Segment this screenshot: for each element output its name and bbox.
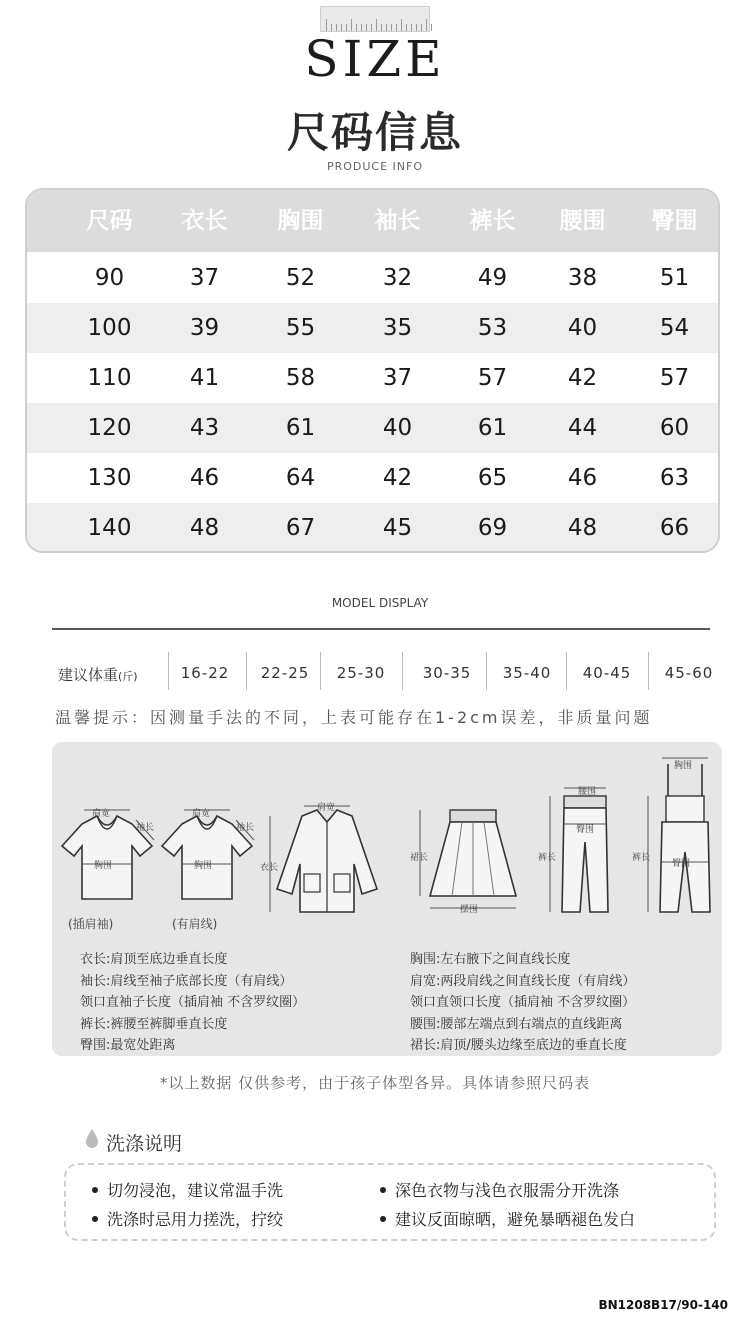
table-row (27, 253, 718, 303)
definition-item: 胸围:左右腋下之间直线长度 (410, 952, 571, 967)
wash-item (380, 1207, 635, 1230)
wash-item-text: 切勿浸泡，建议常温手洗 (107, 1181, 284, 1200)
definition-item: 裙长:肩顶/腰头边缘至底边的垂直长度 (410, 1038, 627, 1053)
definition-item: 腰围:腰部左端点到右端点的直线距离 (410, 1016, 623, 1032)
raglan-caption: (插肩袖) (68, 917, 114, 931)
sku-code: BN1208B17/90-140 (598, 1298, 728, 1312)
chest-label: 胸围 (94, 861, 113, 871)
wash-item-text: 建议反面晾晒，避免暴晒褪色发白 (395, 1210, 636, 1229)
size-table-header-cell: 臀围 (651, 208, 698, 234)
table-cell: 64 (285, 465, 316, 491)
size-table-header-cell: 裤长 (469, 208, 516, 234)
weight-separator (486, 652, 487, 690)
weight-separator (566, 652, 567, 690)
skirt-icon (412, 804, 532, 914)
weight-range: 25-30 (336, 664, 386, 682)
table-cell: 46 (567, 465, 598, 491)
weight-label-text: 建议体重 (58, 666, 119, 684)
table-cell: 69 (477, 515, 508, 541)
wash-item-text: 深色衣物与浅色衣服需分开洗涤 (395, 1181, 620, 1200)
page-title: 尺码信息 (286, 108, 463, 157)
table-cell: 54 (659, 315, 690, 341)
size-table-header-cell: 衣长 (181, 208, 228, 234)
table-cell: 63 (659, 465, 690, 491)
reference-note: *以上数据 仅供参考，由于孩子体型各异。具体请参照尺码表 (159, 1074, 591, 1092)
table-cell: 51 (659, 265, 690, 291)
size-table-header-cell: 尺码 (86, 208, 133, 234)
definition-item: 领口直袖子长度（插肩袖 不含罗纹圈） (80, 995, 306, 1010)
table-cell: 66 (659, 515, 690, 541)
definition-item: 袖长:肩线至袖子底部长度（有肩线） (80, 973, 293, 989)
size-heading: SIZE (304, 30, 446, 88)
table-row (27, 303, 718, 353)
table-cell: 60 (659, 415, 690, 441)
table-cell: 120 (87, 415, 132, 441)
table-cell: 45 (382, 515, 413, 541)
wash-item (92, 1207, 283, 1230)
size-table-header-cell: 胸围 (277, 208, 324, 234)
weight-range: 40-45 (582, 664, 632, 682)
table-cell: 39 (189, 315, 220, 341)
weight-separator (402, 652, 403, 690)
table-cell: 40 (382, 415, 413, 441)
bullet-icon (380, 1216, 386, 1222)
table-cell: 140 (87, 515, 132, 541)
size-table-header (27, 190, 718, 252)
measurement-tip: 温馨提示：因测量手法的不同，上表可能存在1-2cm误差，非质量问题 (55, 708, 653, 727)
table-row (27, 503, 718, 553)
bullet-icon (92, 1216, 98, 1222)
table-cell: 40 (567, 315, 598, 341)
weight-separator (648, 652, 649, 690)
table-cell: 55 (285, 315, 316, 341)
table-cell: 57 (659, 365, 690, 391)
table-cell: 37 (189, 265, 220, 291)
ruler-icon (320, 6, 430, 32)
definition-item: 肩宽:两段肩线之间直线长度（有肩线） (410, 973, 636, 989)
weight-label (58, 664, 138, 685)
weight-range: 35-40 (502, 664, 552, 682)
weight-unit: (斤) (118, 670, 138, 683)
table-cell: 44 (567, 415, 598, 441)
measurement-guide (52, 742, 722, 1056)
water-drop-icon (84, 1128, 100, 1150)
size-table (25, 188, 720, 553)
table-cell: 46 (189, 465, 220, 491)
table-cell: 43 (189, 415, 220, 441)
hem-label: 摆围 (460, 905, 479, 915)
wash-title: 洗涤说明 (106, 1133, 183, 1155)
wash-item (380, 1178, 619, 1201)
table-row (27, 403, 718, 453)
shoulder-label-2: 肩宽 (192, 809, 211, 819)
table-cell: 48 (567, 515, 598, 541)
weight-separator (320, 652, 321, 690)
definition-item: 臀围:最宽处距离 (80, 1038, 176, 1053)
overalls-icon (640, 752, 720, 922)
pants-waist-label: 腰围 (578, 787, 597, 797)
table-cell: 48 (189, 515, 220, 541)
size-table-header-cell: 袖长 (374, 208, 421, 234)
wash-item (92, 1178, 283, 1201)
sleeve-label: 袖长 (136, 823, 155, 833)
bullet-icon (92, 1187, 98, 1193)
sleeve-label-2: 袖长 (236, 823, 255, 833)
jacket-length-label: 衣长 (260, 863, 279, 873)
skirt-length-label: 裙长 (410, 853, 429, 863)
model-display-title: MODEL DISPLAY (331, 596, 429, 610)
chest-label-2: 胸围 (194, 861, 213, 871)
weight-range: 45-60 (664, 664, 714, 682)
table-cell: 110 (87, 365, 132, 391)
weight-separator (246, 652, 247, 690)
table-cell: 42 (567, 365, 598, 391)
table-cell: 67 (285, 515, 316, 541)
table-cell: 57 (477, 365, 508, 391)
weight-range: 30-35 (422, 664, 472, 682)
table-cell: 32 (382, 265, 413, 291)
table-cell: 38 (567, 265, 598, 291)
table-cell: 35 (382, 315, 413, 341)
table-cell: 61 (285, 415, 316, 441)
definition-item: 衣长:肩顶至底边垂直长度 (80, 952, 228, 967)
table-cell: 49 (477, 265, 508, 291)
definition-item: 裤长:裤腰至裤脚垂直长度 (80, 1016, 228, 1032)
overalls-length-label: 裤长 (632, 853, 651, 863)
weight-separator (168, 652, 169, 690)
pants-hip-label: 臀围 (576, 825, 595, 835)
overalls-chest-label: 胸围 (674, 761, 693, 771)
weight-range: 22-25 (260, 664, 310, 682)
pants-length-label: 裤长 (538, 853, 557, 863)
divider (52, 628, 710, 630)
table-cell: 58 (285, 365, 316, 391)
overalls-hip-label: 臀围 (672, 859, 691, 869)
size-table-header-cell: 腰围 (559, 208, 606, 234)
table-cell: 41 (189, 365, 220, 391)
page-subtitle: PRODUCE INFO (326, 160, 424, 173)
table-cell: 90 (94, 265, 125, 291)
table-cell: 65 (477, 465, 508, 491)
table-cell: 100 (87, 315, 132, 341)
table-row (27, 453, 718, 503)
table-cell: 130 (87, 465, 132, 491)
table-cell: 52 (285, 265, 316, 291)
definition-item: 领口直领口长度（插肩袖 不含罗纹圈） (410, 995, 636, 1010)
wash-item-text: 洗涤时忌用力搓洗，拧绞 (107, 1210, 284, 1229)
table-cell: 42 (382, 465, 413, 491)
shoulder-label: 肩宽 (92, 809, 111, 819)
table-row (27, 353, 718, 403)
table-cell: 61 (477, 415, 508, 441)
weight-range: 16-22 (180, 664, 230, 682)
setin-caption: (有肩线) (172, 917, 218, 931)
jacket-shoulder-label: 肩宽 (317, 803, 336, 813)
table-cell: 53 (477, 315, 508, 341)
table-cell: 37 (382, 365, 413, 391)
bullet-icon (380, 1187, 386, 1193)
